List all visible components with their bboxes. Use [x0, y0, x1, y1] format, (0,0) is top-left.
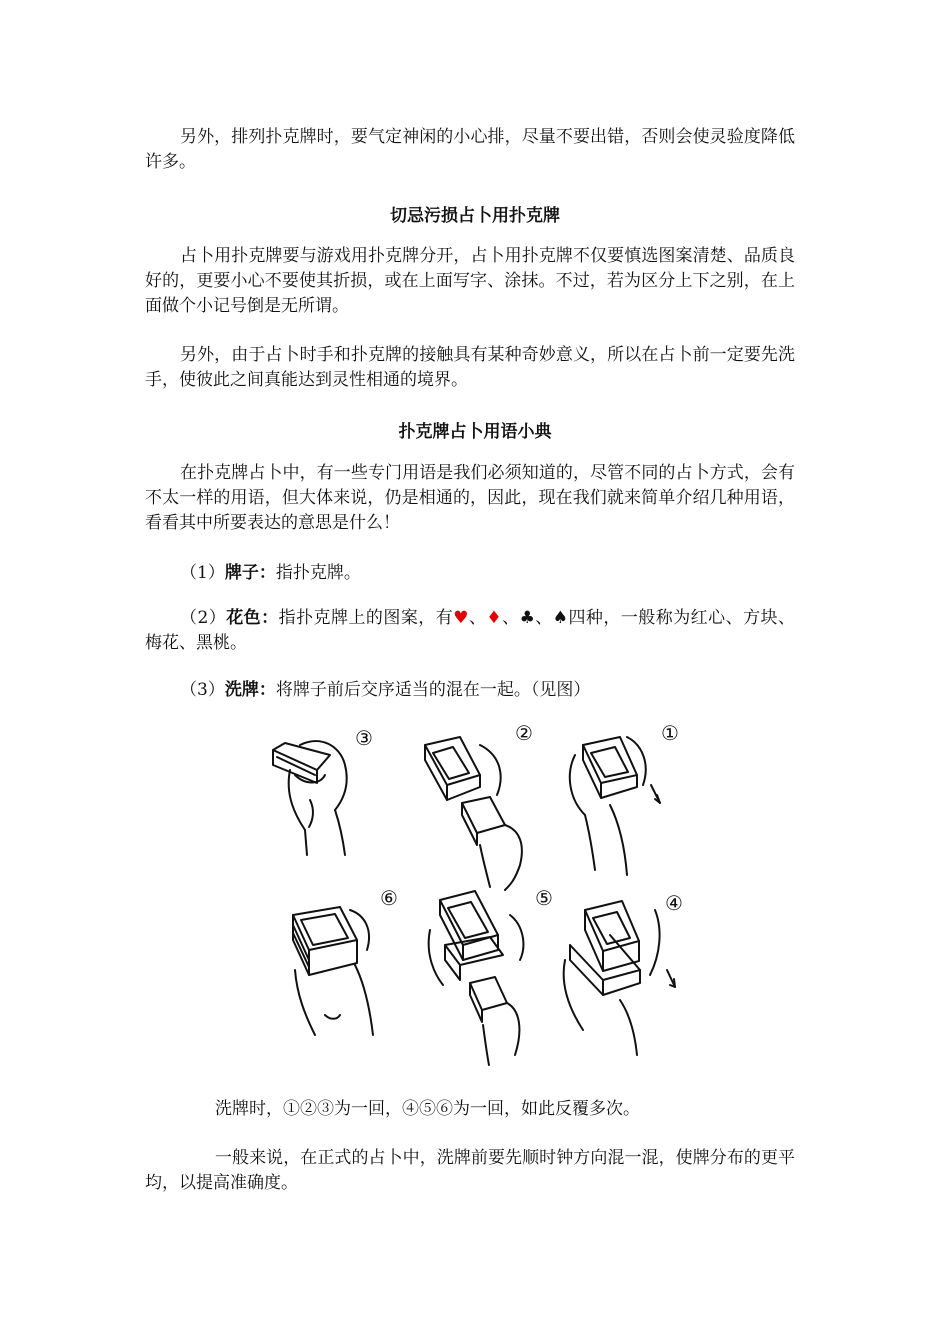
- separator: 、: [468, 608, 487, 628]
- step-label-4: ④: [665, 891, 683, 915]
- separator: 、: [502, 608, 520, 628]
- term-colon: ：: [261, 608, 279, 628]
- term-definition-b: 四种，一般称为红心、方块、梅花、黑桃。: [145, 608, 795, 653]
- shuffle-step-6-drawing: [293, 907, 373, 1035]
- paragraph-wash-hands: 另外，由于占卜时手和扑克牌的接触具有某种奇妙意义，所以在占卜前一定要先洗手，使彼此之间真能达到灵性相通的境界。: [145, 345, 795, 390]
- heading-avoid-soiling: 切忌污损占卜用扑克牌: [390, 206, 560, 226]
- paragraph-glossary-intro: 在扑克牌占卜中，有一些专门用语是我们必须知道的，尽管不同的占卜方式，会有不太一样的用语，但大体来说，仍是相通的，因此，现在我们就来简单介绍几种用语，看看其中所要表达的意思是什么！: [145, 463, 795, 533]
- shuffle-step-5-drawing: [429, 891, 524, 1065]
- shuffle-step-2-drawing: [425, 737, 522, 890]
- term-item-cards: [180, 561, 361, 586]
- heading-glossary: 扑克牌占卜用语小典: [398, 422, 552, 442]
- term-label: 洗牌: [224, 680, 259, 700]
- step-label-5: ⑤: [535, 886, 553, 910]
- shuffle-step-1-drawing: [570, 737, 660, 875]
- step-label-6: ⑥: [380, 886, 398, 910]
- term-label: 牌子: [224, 563, 259, 583]
- paragraph-separate-decks: 占卜用扑克牌要与游戏用扑克牌分开，占卜用扑克牌不仅要慎选图案清楚、品质良好的，更要小心不要使其折损，或在上面写字、涂抹。不过，若为区分上下之别，在上面做个小记号倒是无所谓。: [145, 246, 795, 316]
- term-definition-a: 指扑克牌上的图案，有: [278, 608, 454, 628]
- step-label-1: ①: [661, 721, 679, 745]
- step-label-3: ③: [355, 726, 373, 750]
- term-label: 花色: [226, 608, 262, 628]
- spade-suit-icon: ♠: [552, 608, 569, 628]
- term-number: （2）: [180, 608, 227, 628]
- separator: 、: [535, 608, 553, 628]
- term-definition: 指扑克牌。: [275, 563, 361, 583]
- figure-caption: 洗牌时，①②③为一回，④⑤⑥为一回，如此反覆多次。: [215, 1099, 640, 1119]
- step-label-2: ②: [515, 721, 533, 745]
- term-item-shuffle: [180, 678, 590, 703]
- paragraph-arrange-cards: 另外，排列扑克牌时，要气定神闲的小心排，尽量不要出错，否则会使灵验度降低许多。: [145, 127, 795, 172]
- diamond-suit-icon: ♦: [486, 608, 503, 628]
- term-item-suits: [145, 606, 795, 656]
- term-colon: ：: [258, 563, 276, 583]
- club-suit-icon: ♣: [519, 608, 536, 628]
- shuffle-step-3-drawing: [273, 741, 347, 855]
- paragraph-clockwise-shuffle: 一般来说，在正式的占卜中，洗牌前要先顺时钟方向混一混，使牌分布的更平均，以提高准确度。: [145, 1148, 795, 1193]
- term-number: （1）: [180, 563, 225, 583]
- term-number: （3）: [180, 680, 225, 700]
- heart-suit-icon: ♥: [453, 608, 469, 628]
- term-colon: ：: [258, 680, 276, 700]
- shuffle-illustration: [265, 715, 695, 1070]
- term-definition: 将牌子前后交序适当的混在一起。（见图）: [275, 680, 591, 700]
- shuffle-step-4-drawing: [564, 901, 675, 1055]
